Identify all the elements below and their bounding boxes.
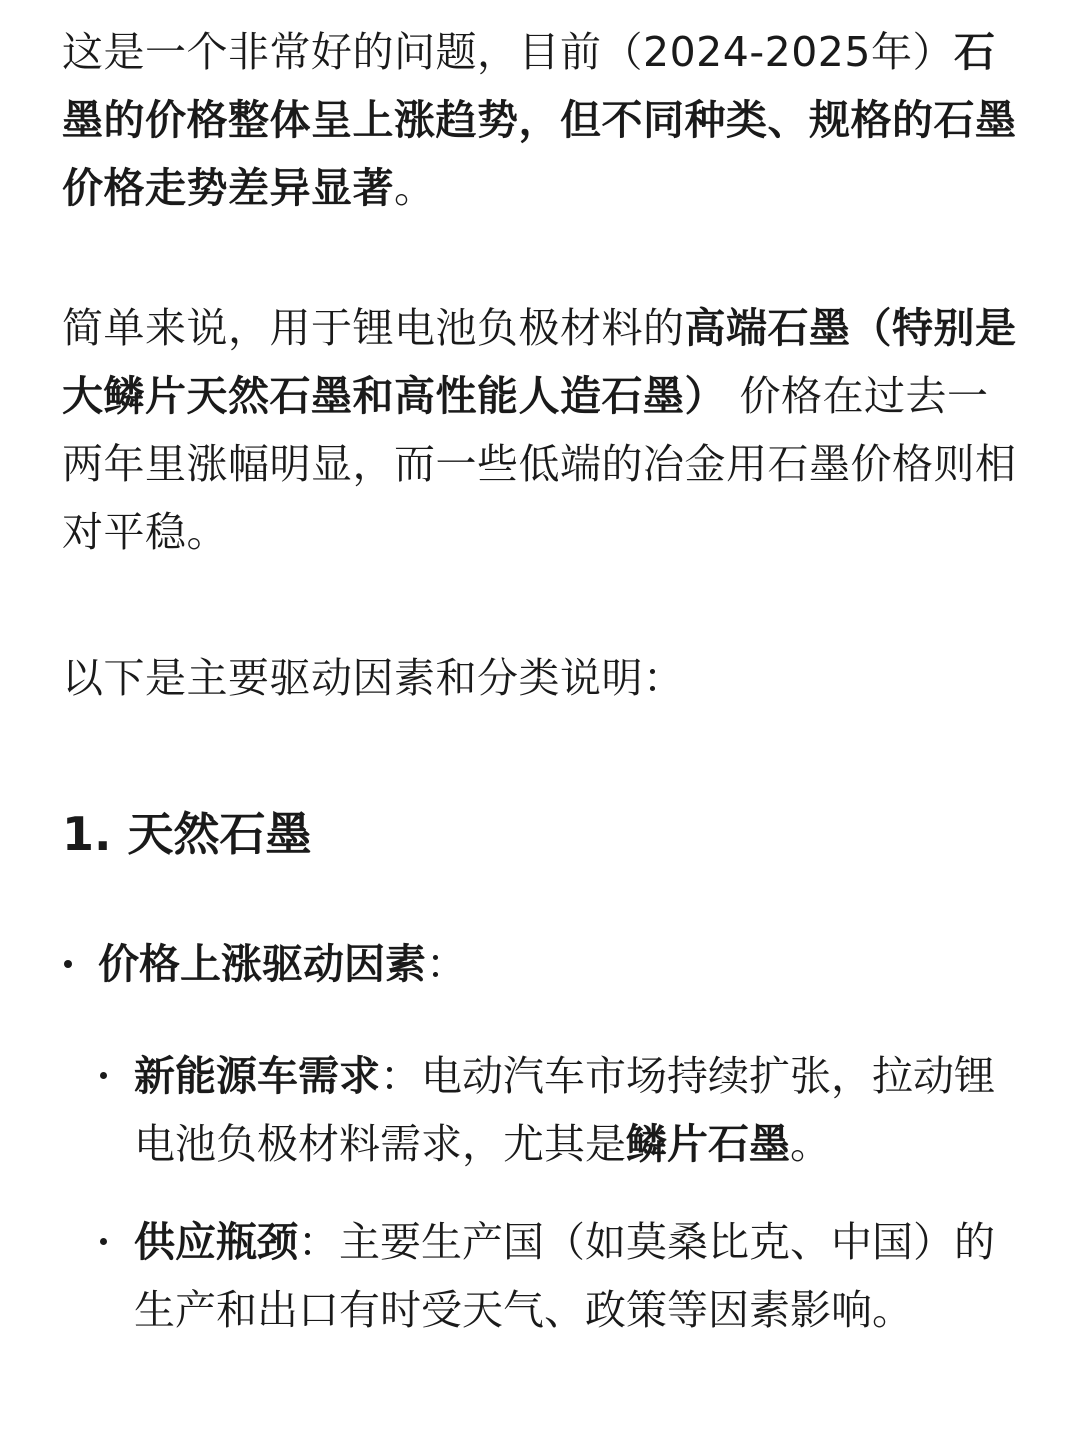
summary-end-text: 价格在过去一两年里涨幅明显，而一些低端的冶金用石墨价格则相对平稳。 bbox=[62, 372, 1017, 556]
sub-item-colon: ： bbox=[380, 1052, 421, 1100]
sub-item-bold-text: 鳞片石墨 bbox=[626, 1120, 790, 1168]
sub-item-end-text: 。 bbox=[790, 1120, 831, 1168]
sub-bullet-list bbox=[98, 1042, 1022, 1344]
bullet-colon: ： bbox=[426, 940, 467, 988]
overview-paragraph: 以下是主要驱动因素和分类说明： bbox=[62, 654, 685, 702]
summary-paragraph bbox=[62, 294, 1022, 566]
sub-item-colon: ： bbox=[298, 1218, 339, 1266]
sub-item-label: 新能源车需求 bbox=[134, 1052, 380, 1100]
article-content bbox=[62, 18, 1022, 1374]
intro-bold-text: 石墨的价格整体呈上涨趋势，但不同种类、规格的石墨价格走势差异显著 bbox=[62, 28, 1017, 212]
sub-item-text: 主要生产国（如莫桑比克、中国）的生产和出口有时受天气、政策等因素影响。 bbox=[134, 1218, 995, 1334]
sub-item-label: 供应瓶颈 bbox=[134, 1218, 298, 1266]
section-heading: 1. 天然石墨 bbox=[62, 807, 312, 861]
intro-end-text: 。 bbox=[394, 164, 436, 212]
list-item bbox=[62, 930, 1022, 1344]
summary-text: 简单来说，用于锂电池负极材料的 bbox=[62, 304, 685, 352]
summary-bold-text: 高端石墨（特别是大鳞片天然石墨和高性能人造石墨） bbox=[62, 304, 1017, 420]
intro-paragraph bbox=[62, 18, 1022, 222]
intro-text: 这是一个非常好的问题，目前（2024-2025年） bbox=[62, 28, 954, 76]
bullet-label: 价格上涨驱动因素 bbox=[98, 940, 426, 988]
bullet-list bbox=[62, 930, 1022, 1344]
list-item bbox=[98, 1042, 1022, 1178]
sub-item-text: 电动汽车市场持续扩张，拉动锂电池负极材料需求，尤其是 bbox=[134, 1052, 995, 1168]
list-item bbox=[98, 1208, 1022, 1344]
